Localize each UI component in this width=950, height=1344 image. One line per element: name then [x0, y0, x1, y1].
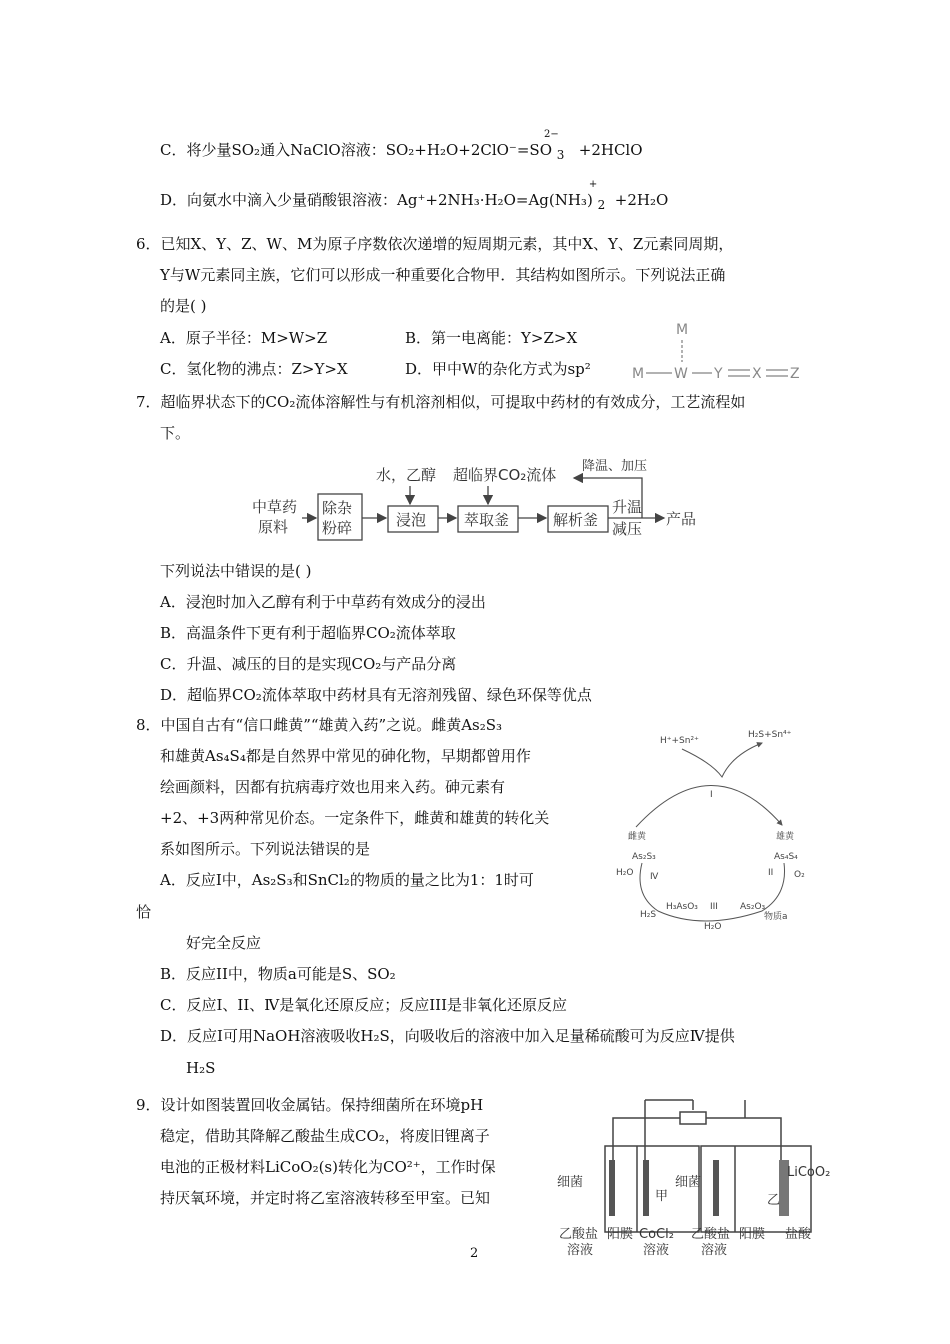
- fig8-reaction-2: II: [768, 868, 774, 878]
- fig9-jia: 甲: [655, 1189, 669, 1204]
- q7-option-a: A．浸泡时加入乙醇有利于中草药有效成分的浸出: [160, 593, 486, 611]
- flow-box-2: 浸泡: [396, 511, 427, 529]
- flow-box-4: 解析釜: [553, 511, 599, 529]
- q8-stem-line3: 绘画颜料，因都有抗病毒疗效也用来入药。砷元素有: [160, 778, 506, 796]
- fig9-solution-1b: 溶液: [567, 1243, 594, 1258]
- struct-x: X: [752, 366, 762, 382]
- fig9-solution-3a: 乙酸盐: [691, 1227, 731, 1242]
- q7-ask: 下列说法中错误的是( ): [160, 562, 312, 580]
- fig8-reaction-3: III: [710, 902, 718, 912]
- fig8-h2o-bottom: H₂O: [704, 922, 722, 932]
- q8-stem-line1: 8．中国自古有“信口雌黄”“雄黄入药”之说。雌黄As₂S₃: [136, 716, 503, 734]
- q9-stem-line2: 稳定，借助其降解乙酸盐生成CO₂，将废旧锂离子: [160, 1127, 490, 1145]
- q6-structure-figure: [628, 318, 808, 384]
- q7-stem-line2: 下。: [160, 424, 191, 442]
- q8-option-d-line2: H₂S: [186, 1059, 216, 1077]
- q8-option-a-line3: 好完全反应: [186, 934, 262, 952]
- flow-input-1: 水，乙醇: [376, 466, 437, 484]
- q7-stem-line1: 7．超临界状态下的CO₂流体溶解性与有机溶剂相似，可提取中药材的有效成分，工艺流程如: [136, 393, 746, 411]
- struct-m-top: M: [676, 322, 689, 338]
- flow-cond-2: 减压: [612, 520, 643, 538]
- q6-option-b: B．第一电离能：Y>Z>X: [405, 329, 578, 347]
- flow-raw-line1: 中草药: [252, 498, 298, 516]
- q8-option-c: C．反应I、II、Ⅳ是氧化还原反应；反应III是非氧化还原反应: [160, 996, 568, 1014]
- flow-product: 产品: [666, 510, 697, 528]
- q5-option-d: D．向氨水中滴入少量硝酸银溶液：Ag⁺+2NH₃·H₂O=Ag(NH₃) + $_2$ +2H₂O: [160, 179, 669, 212]
- fig9-bacteria-1: 细菌: [557, 1175, 584, 1190]
- fig8-h3aso3: H₃AsO₃: [666, 902, 698, 912]
- fig8-h2s: H₂S: [640, 910, 657, 920]
- struct-w: W: [674, 366, 688, 382]
- flow-box-3: 萃取釜: [464, 511, 510, 529]
- fig8-as4s4: As₄S₄: [774, 852, 798, 862]
- fig8-as2s3: As₂S₃: [632, 852, 656, 862]
- q8-stem-line5: 系如图所示。下列说法错误的是: [160, 840, 371, 858]
- q7-flow-diagram: [250, 450, 710, 550]
- struct-m: M: [632, 366, 645, 382]
- q8-conversion-figure: [612, 725, 822, 937]
- fig8-h2o-left: H₂O: [616, 868, 634, 878]
- fig9-licoo2: LiCoO₂: [787, 1165, 831, 1180]
- q8-option-d-line1: D．反应I可用NaOH溶液吸收H₂S，向吸收后的溶液中加入足量稀硫酸可为反应Ⅳ提供: [160, 1027, 735, 1045]
- q9-apparatus-figure: [555, 1090, 835, 1262]
- fig9-solution-3b: 溶液: [701, 1243, 728, 1258]
- q9-stem-line4: 持厌氧环境，并定时将乙室溶液转移至甲室。已知: [160, 1189, 491, 1207]
- flow-cond-1: 升温: [612, 498, 643, 516]
- q6-option-c: C．氢化物的沸点：Z>Y>X: [160, 360, 348, 378]
- q6-option-d: D．甲中W的杂化方式为sp²: [405, 360, 591, 378]
- fig9-membrane-1: 阳膜: [607, 1227, 634, 1242]
- q8-stem-line2: 和雄黄As₄S₄都是自然界中常见的砷化物，早期都曾用作: [160, 747, 531, 765]
- flow-loop-label: 降温、加压: [582, 459, 648, 474]
- q7-option-d: D．超临界CO₂流体萃取中药材具有无溶剂残留、绿色环保等优点: [160, 686, 592, 704]
- flow-raw-line2: 原料: [258, 518, 289, 536]
- q6-stem-line3: 的是( ): [160, 297, 207, 315]
- flow-box-1a: 除杂: [322, 499, 353, 517]
- fig9-solution-1a: 乙酸盐: [559, 1227, 599, 1242]
- fig9-solution-2b: 溶液: [643, 1243, 670, 1258]
- q6-stem-line2: Y与W元素同主族，它们可以形成一种重要化合物甲．其结构如图所示。下列说法正确: [160, 266, 726, 284]
- q6-option-a: A．原子半径：M>W>Z: [160, 329, 328, 347]
- fig9-yi: 乙: [767, 1193, 781, 1208]
- fig9-bacteria-2: 细菌: [675, 1175, 702, 1190]
- q9-stem-line1: 9．设计如图装置回收金属钴。保持细菌所在环境pH: [136, 1096, 484, 1114]
- q8-option-a-line2: 恰: [136, 903, 152, 921]
- q7-option-c: C．升温、减压的目的是实现CO₂与产品分离: [160, 655, 457, 673]
- fig8-o2: O₂: [794, 870, 805, 880]
- fig8-cihuang: 雌黄: [628, 832, 647, 842]
- q6-stem-line1: 6．已知X、Y、Z、W、M为原子序数依次递增的短周期元素，其中X、Y、Z元素同周期，: [136, 235, 734, 253]
- struct-z: Z: [790, 366, 800, 382]
- fig8-reaction-1: I: [710, 790, 713, 800]
- q8-option-a-line1: A．反应I中，As₂S₃和SnCl₂的物质的量之比为1：1时可: [160, 871, 534, 889]
- q8-option-b: B．反应II中，物质a可能是S、SO₂: [160, 965, 396, 983]
- q8-stem-line4: +2、+3两种常见价态。一定条件下，雌黄和雄黄的转化关: [160, 809, 550, 827]
- q5-option-c: C．将少量SO₂通入NaClO溶液：SO₂+H₂O+2ClO⁻=SO 2− $_3$ +2HClO: [160, 129, 643, 162]
- fig8-reaction-4: Ⅳ: [650, 872, 659, 882]
- fig8-as2o3: As₂O₃: [740, 902, 766, 912]
- fig9-membrane-2: 阳膜: [739, 1227, 766, 1242]
- q9-stem-line3: 电池的正极材料LiCoO₂(s)转化为CO²⁺，工作时保: [160, 1158, 496, 1176]
- struct-y: Y: [714, 366, 723, 382]
- fig8-substance-a: 物质a: [764, 912, 788, 922]
- fig8-top-left: H⁺+Sn²⁺: [660, 736, 699, 746]
- flow-box-1b: 粉碎: [322, 519, 353, 537]
- fig9-acid: 盐酸: [785, 1227, 812, 1242]
- flow-input-2: 超临界CO₂流体: [453, 466, 557, 484]
- fig8-xionghuang: 雄黄: [776, 832, 795, 842]
- q7-option-b: B．高温条件下更有利于超临界CO₂流体萃取: [160, 624, 456, 642]
- fig8-top-right: H₂S+Sn⁴⁺: [748, 730, 792, 740]
- fig9-solution-2a: CoCl₂: [639, 1227, 674, 1242]
- page-number: 2: [470, 1246, 479, 1261]
